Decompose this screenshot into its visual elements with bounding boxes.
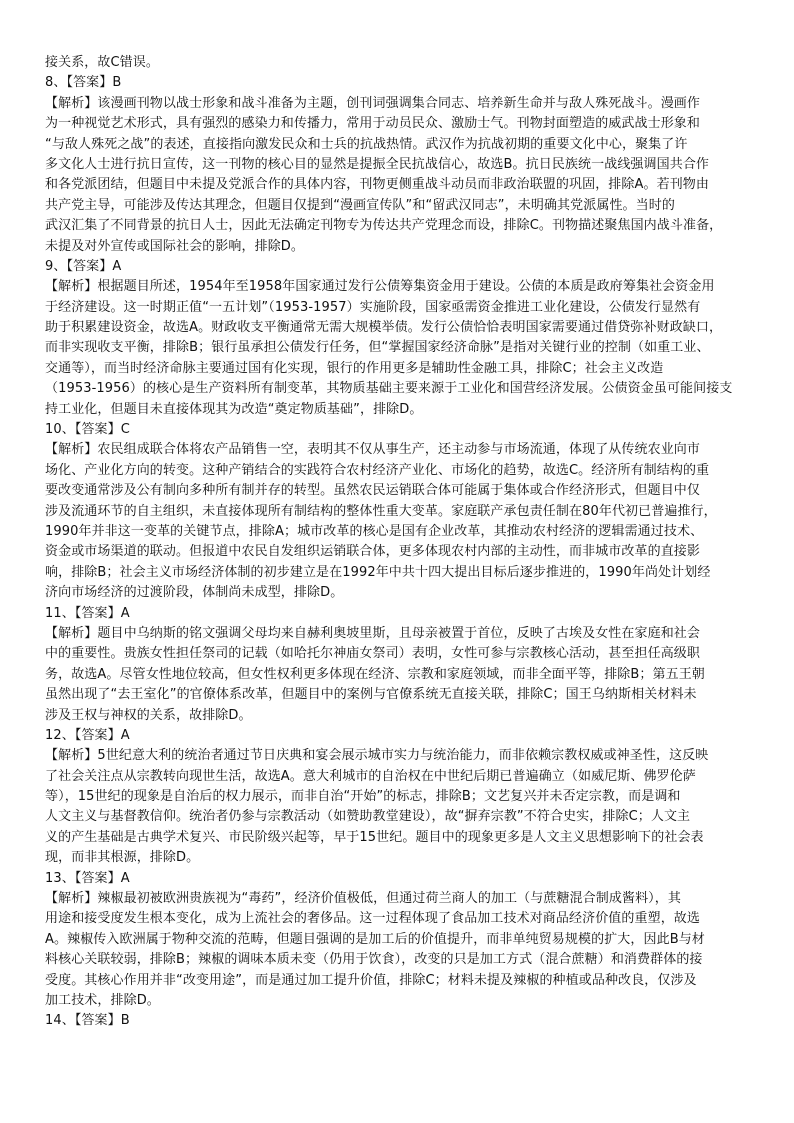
text-line: 接关系，故C错误。 <box>45 55 159 70</box>
answer-heading: 11、【答案】A <box>45 605 130 621</box>
text-line: 义的产生基础是古典学术复兴、市民阶级兴起等，早于15世纪。题目中的现象更多是人文主义思想影响下的社会表 <box>45 829 704 845</box>
text-line: 【解析】根据题目所述，1954年至1958年国家通过发行公债筹集资金用于建设。公债的本质是政府筹集社会资金用 <box>45 279 715 295</box>
text-line: 持工业化，但题目未直接体现其为改造“奠定物质基础”，排除D。 <box>45 401 423 417</box>
text-line: 务，故选A。尽管女性地位较高，但女性权利更多体现在经济、宗教和家庭领域，而非全面平等，排除B；第五王朝 <box>45 666 705 682</box>
text-line: 而非实现收支平衡，排除B；银行虽承担公债发行任务，但“掌握国家经济命脉”是指对关键行业的控制（如重工业、 <box>45 340 710 356</box>
text-line: 要改变通常涉及公有制向多种所有制并存的转型。虽然农民运销联合体可能属于集体或合作经济形式，但题目中仅 <box>45 483 701 499</box>
text-line: 和各党派团结，但题目中未提及党派合作的具体内容，刊物更侧重战斗动员而非政治联盟的巩固，排除A。若刊物由 <box>45 177 709 193</box>
text-line: 等），15世纪的现象是自治后的权力展示，而非自治“开始”的标志，排除B；文艺复兴并未否定宗教，而是调和 <box>45 789 681 805</box>
text-line: 受度。其核心作用并非“改变用途”，而是通过加工提升价值，排除C；材料未提及辣椒的种植或品种改良，仅涉及 <box>45 972 697 988</box>
text-line: 现，而非其根源，排除D。 <box>45 850 200 866</box>
text-line: 【解析】题目中乌纳斯的铭文强调父母均来自赫利奥坡里斯，且母亲被置于首位，反映了古埃及女性在家庭和社会 <box>45 625 701 641</box>
answer-heading: 13、【答案】A <box>45 870 130 886</box>
text-line: 为一种视觉艺术形式，具有强烈的感染力和传播力，常用于动员民众、激励士气。刊物封面塑造的威武战士形象和 <box>45 116 701 132</box>
text-line: 中的重要性。贵族女性担任祭司的记载（如哈托尔神庙女祭司）表明，女性可参与宗教核心活动，甚至担任高级职 <box>45 646 701 662</box>
text-line: 共产党主导，可能涉及传达其理念，但题目仅提到“漫画宣传队”和“留武汉同志”，未明确其党派属性。当时的 <box>45 197 675 213</box>
text-line: 了社会关注点从宗教转向现世生活，故选A。意大利城市的自治权在中世纪后期已普遍确立（如威尼斯、佛罗伦萨 <box>45 768 696 784</box>
text-line: A。辣椒传入欧洲属于物种交流的范畴，但题目强调的是加工后的价值提升，而非单纯贸易规模的扩大，因此B与材 <box>45 931 705 947</box>
text-line: 交通等），而当时经济命脉主要通过国有化实现，银行的作用更多是辅助性金融工具，排除C；社会主义改造 <box>45 360 664 376</box>
text-line: （1953-1956）的核心是生产资料所有制变革，其物质基础主要来源于工业化和国营经济发展。公债资金虽可能间接支 <box>45 381 733 397</box>
text-line: 【解析】5世纪意大利的统治者通过节日庆典和宴会展示城市实力与统治能力，而非依赖宗教权威或神圣性，这反映 <box>45 748 709 764</box>
text-line: 虽然出现了“去王室化”的官僚体系改革，但题目中的案例与官僚系统无直接关联，排除C；国王乌纳斯相关材料未 <box>45 687 697 703</box>
answer-heading: 10、【答案】C <box>45 422 130 438</box>
text-line: 1990年并非这一变革的关键节点，排除A；城市改革的核心是国有企业改革，其推动农村经济的逻辑需通过技术、 <box>45 523 704 539</box>
text-line: 场化、产业化方向的转变。这种产销结合的实践符合农村经济产业化、市场化的趋势，故选C。经济所有制结构的重 <box>45 462 710 478</box>
text-line: 济向市场经济的过渡阶段，体制尚未成型，排除D。 <box>45 585 344 601</box>
text-line: 人文主义与基督教信仰。统治者仍参与宗教活动（如赞助教堂建设），故“摒弃宗教”不符合史实，排除C；人文主 <box>45 809 691 825</box>
text-line: 【解析】该漫画刊物以战士形象和战斗准备为主题，创刊词强调集合同志、培养新生命并与敌人殊死战斗。漫画作 <box>45 95 701 111</box>
text-line: 涉及王权与神权的关系，故排除D。 <box>45 707 252 723</box>
text-line: 涉及流通环节的自主组织，未直接体现所有制结构的整体性重大变革。家庭联产承包责任制在80年代初已普遍推行， <box>45 503 717 519</box>
text-line: 【解析】辣椒最初被欧洲贵族视为“毒药”，经济价值极低，但通过荷兰商人的加工（与蔗糖混合制成酱料），其 <box>45 891 681 907</box>
text-line: 料核心关联较弱，排除B；辣椒的调味本质未变（仍用于饮食），改变的只是加工方式（混合蔗糖）和消费群体的接 <box>45 952 703 968</box>
answer-heading: 8、【答案】B <box>45 75 122 91</box>
answer-heading: 12、【答案】A <box>45 727 130 743</box>
text-line: 资金或市场渠道的联动。但报道中农民自发组织运销联合体，更多体现农村内部的主动性，而非城市改革的直接影 <box>45 544 701 560</box>
text-line: 多文化人士进行抗日宣传，这一刊物的核心目的显然是提振全民抗战信心，故选B。抗日民族统一战线强调国共合作 <box>45 156 710 172</box>
text-line: 响，排除B；社会主义市场经济体制的初步建立是在1992年中共十四大提出目标后逐步推进的，1990年尚处计划经 <box>45 564 711 580</box>
text-line: 武汉汇集了不同背景的抗日人士，因此无法确定刊物专为传达共产党理念而设，排除C。刊物描述聚焦国内战斗准备， <box>45 218 723 234</box>
text-line: 助于积累建设资金，故选A。财政收支平衡通常无需大规模举债。发行公债恰恰表明国家需要通过借贷弥补财政缺口， <box>45 320 723 336</box>
text-line: 用途和接受度发生根本变化，成为上流社会的奢侈品。这一过程体现了食品加工技术对商品经济价值的重塑，故选 <box>45 911 701 927</box>
answer-heading: 9、【答案】A <box>45 258 122 274</box>
answer-heading: 14、【答案】B <box>45 1013 130 1029</box>
text-line: 【解析】农民组成联合体将农产品销售一空，表明其不仅从事生产，还主动参与市场流通，体现了从传统农业向市 <box>45 442 701 458</box>
text-line: 未提及对外宣传或国际社会的影响，排除D。 <box>45 238 305 254</box>
text-line: 加工技术，排除D。 <box>45 992 160 1008</box>
text-line: “与敌人殊死之战”的表述，直接指向激发民众和士兵的抗战热情。武汉作为抗战初期的重要文化中心，聚集了许 <box>45 136 688 152</box>
text-line: 于经济建设。这一时期正值“一五计划”（1953-1957）实施阶段，国家亟需资金推进工业化建设，公债发行显然有 <box>45 299 701 315</box>
document-page <box>45 53 751 1032</box>
